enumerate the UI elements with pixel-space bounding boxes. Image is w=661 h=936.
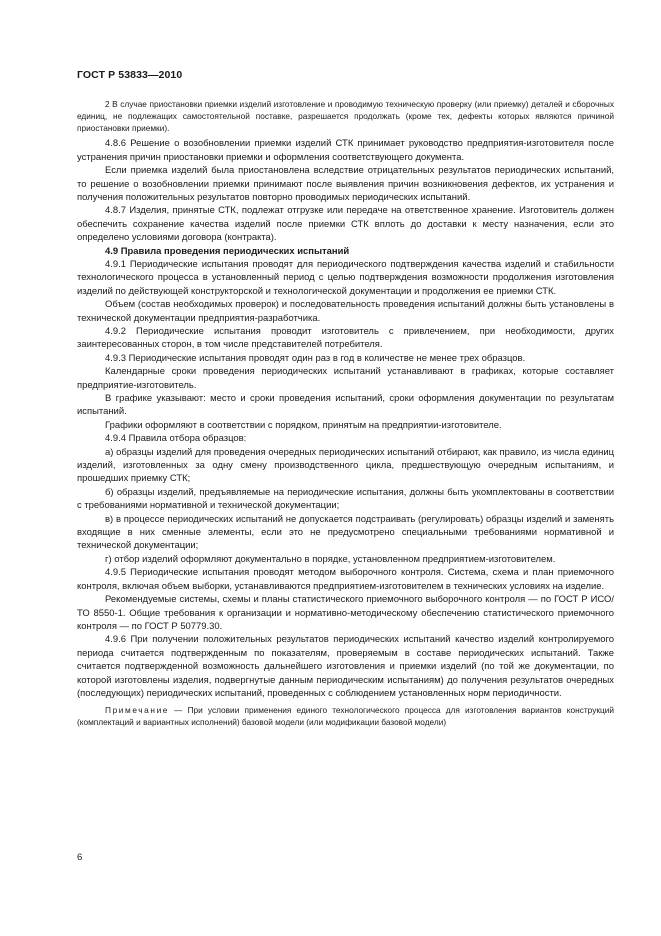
clause-4-9-1: 4.9.1 Периодические испытания проводят для периодического подтверждения качества изделий и стабильности технологического процесса в установленный период с целью подтверждения возможности продолжения изготовления изделий по действующей конструкторской и технологической документации и продолжения ее приемки СТК. bbox=[77, 258, 614, 297]
clause-4-9-4: 4.9.4 Правила отбора образцов: bbox=[105, 433, 247, 445]
clause-4-8-6: 4.8.6 Решение о возобновлении приемки изделий СТК принимает руководство предприятия-изготовителя после устранения причин приостановки приемки и оформления соответствующего документа. bbox=[77, 138, 614, 163]
clause-4-9-5-continued: Рекомендуемые системы, схемы и планы статистического приемочного выборочного контроля — по ГОСТ Р ИСО/ТО 8550-1. Общие требования к организации и нормативно-методическому обеспечению статистического приемочного контроля — по ГОСТ Р 50779.30. bbox=[77, 594, 614, 632]
clause-4-9-1-continued: Объем (состав необходимых проверок) и последовательность проведения испытаний должны быть установлены в технической документации предприятия-разработчика. bbox=[77, 299, 614, 324]
clause-4-9-4-item-c: в) в процессе периодических испытаний не допускается подстраивать (регулировать) образцы изделий и заменять входящие в них сменные элементы, если это не предусмотрено специальными требованиями нормативной и технической документации; bbox=[77, 513, 614, 552]
clause-4-9-2: 4.9.2 Периодические испытания проводит изготовитель с привлечением, при необходимости, других заинтересованных сторон, в том числе представителей потребителя. bbox=[77, 325, 614, 351]
note-text: — При условии применения единого технологического процесса для изготовления вариантов конструкций (комплектаций и вариантных исполнений) базовой модели (или модификации базовой модели) bbox=[77, 705, 614, 728]
clause-4-9-3-contents: В графике указывают: место и сроки проведения испытаний, сроки оформления документации по результатам испытаний. bbox=[77, 393, 614, 418]
page-number: 6 bbox=[77, 852, 83, 863]
clause-4-9-3-schedule: Календарные сроки проведения периодических испытаний устанавливают в графиках, которые составляет предприятие-изготовитель. bbox=[77, 366, 614, 391]
clause-4-9-5: 4.9.5 Периодические испытания проводят методом выборочного контроля. Система, схема и план приемочного контроля, включая объем выборки, устанавливаются предприятием-изготовителем в технических условиях на изделие. bbox=[77, 567, 614, 592]
clause-4-9-3: 4.9.3 Периодические испытания проводят один раз в год в количестве не менее трех образцов. bbox=[105, 352, 526, 364]
note-2: 2 В случае приостановки приемки изделий изготовление и проводимую техническую проверку (или приемку) деталей и сборочных единиц, не подлежащих самостоятельной поставке, разрешается продолжать (кроме тех, дефекты которых являются причиной приостановки приемки). bbox=[77, 99, 614, 134]
note-label: Примечание bbox=[105, 705, 170, 716]
clause-4-8-6-continued: Если приемка изделий была приостановлена вследствие отрицательных результатов периодических испытаний, то решение о возобновлении приемки принимают после выявления причин возникновения дефектов, их устранения и получения положительных результатов повторно проводимых периодических испытаний. bbox=[77, 165, 614, 203]
clause-4-9-6: 4.9.6 При получении положительных результатов периодических испытаний качество изделий контролируемого периода считается подтвержденным по показателям, проверяемым в составе периодических испытаний. Также считается подтвержденной возможность дальнейшего изготовления и приемки изделий (по той же документации, по которой изготовлены изделия, подвергнутые данным периодическим испытаниям) до получения результатов очередных (последующих) периодических испытаний, проведенных с соблюдением установленных норм периодичности. bbox=[77, 634, 614, 699]
clause-4-9-4-item-d: г) отбор изделий оформляют документально в порядке, установленном предприятием-изготовителем. bbox=[105, 553, 556, 565]
section-4-9-heading: 4.9 Правила проведения периодических испытаний bbox=[105, 245, 350, 257]
clause-4-8-7: 4.8.7 Изделия, принятые СТК, подлежат отгрузке или передаче на ответственное хранение. Изготовитель должен обеспечить сохранение качества изделий после приемки СТК вплоть до доставки к месту назначения, если это определено условиями договора (контракта). bbox=[77, 205, 614, 244]
clause-4-9-4-item-a: а) образцы изделий для проведения очередных периодических испытаний отбирают, как правило, из числа единиц изделий, изготовленных за одну смену производственного цикла, предшествующую очередным испытаниям, и прошедших приемку СТК; bbox=[77, 446, 614, 485]
note-bottom bbox=[77, 704, 614, 728]
clause-4-9-4-item-b: б) образцы изделий, предъявляемые на периодические испытания, должны быть укомплектованы в соответствии с требованиями нормативной и технической документации; bbox=[77, 486, 614, 512]
document-code-header: ГОСТ Р 53833—2010 bbox=[77, 69, 183, 81]
clause-4-9-3-format: Графики оформляют в соответствии с порядком, принятым на предприятии-изготовителе. bbox=[105, 419, 502, 431]
document-body bbox=[77, 98, 614, 729]
